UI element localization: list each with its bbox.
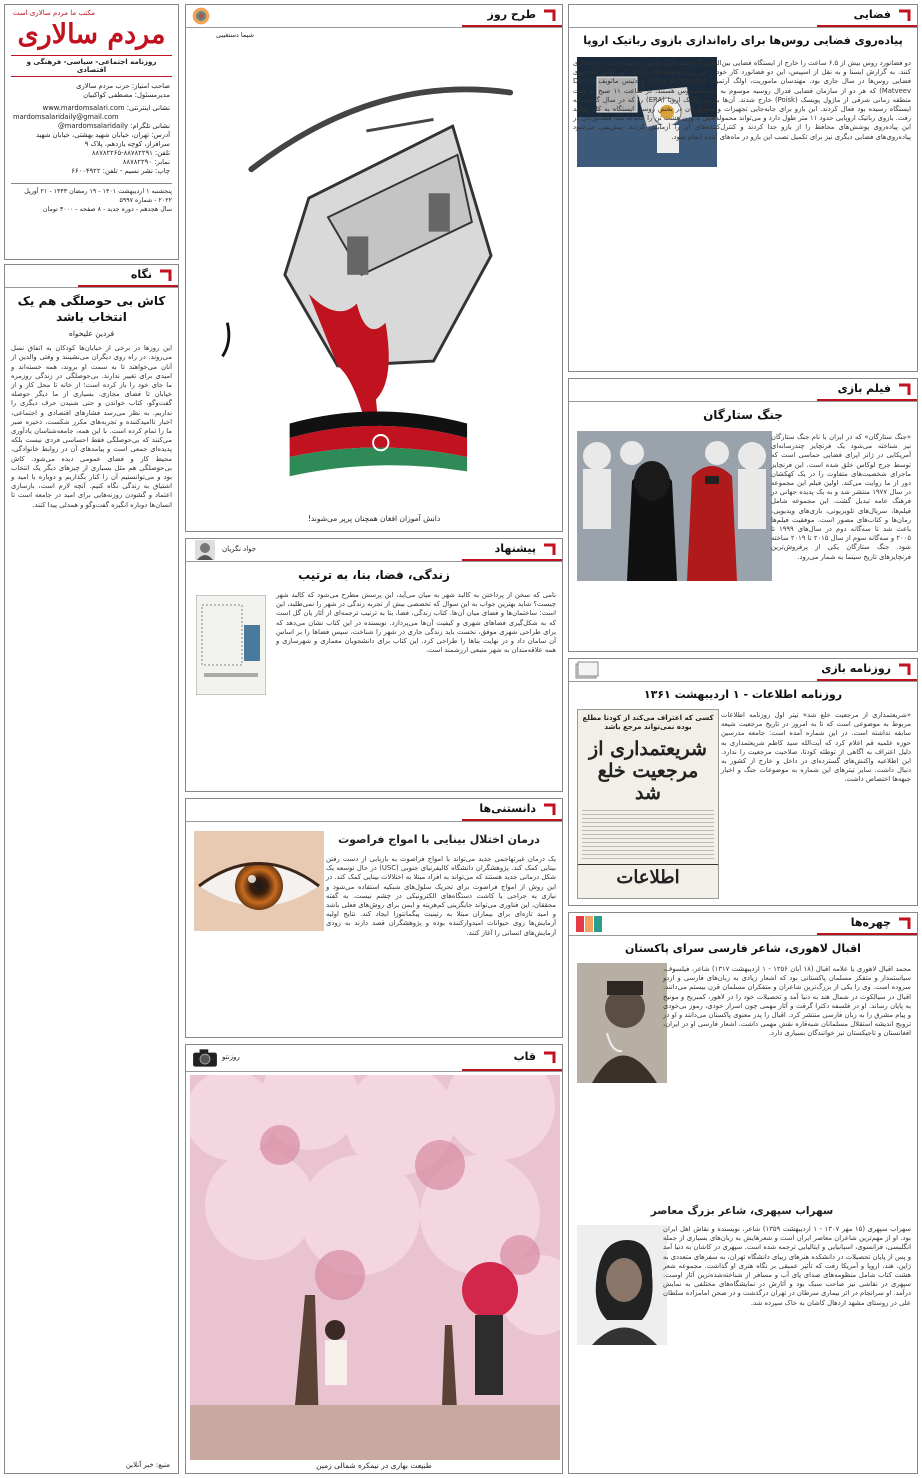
section-arrow-icon: [158, 268, 174, 284]
pishnahad-headline: زندگی، فضا، بنا، به ترتیب: [298, 568, 450, 582]
section-arrow-icon: [897, 662, 913, 678]
masthead-logo: مردم سالاری: [17, 19, 166, 50]
filmbazi-label: فیلم بازی: [837, 382, 891, 395]
roozname-header: [569, 659, 917, 682]
fazaie-headline: پیاده‌روی فضایی روس‌ها برای راه‌اندازی بازوی رباتیک اروپا: [583, 34, 903, 47]
section-arrow-icon: [542, 802, 558, 818]
masthead-slogan: مکتب ما مردم سالاری است: [13, 9, 95, 17]
ghab-header: [186, 1045, 562, 1072]
roozname-headline: روزنامه اطلاعات - ۱ اردیبهشت ۱۳۶۱: [643, 688, 843, 701]
pishnahad-author: جواد نگریان: [222, 545, 257, 553]
masthead-owner: صاحب امتیاز: حزب مردم سالاری: [76, 82, 170, 90]
chehreha-label: چهره‌ها: [850, 916, 891, 929]
chehreha-headline1: اقبال لاهوری، شاعر فارسی سرای پاکستان: [625, 942, 861, 955]
masthead-issue: سال هجدهم - دوره جدید - ۸ صفحه - ۳۰۰۰ تومان: [42, 206, 172, 213]
danestaniha-body: یک درمان غیرتهاجمی جدید می‌تواند با امواج فراصوت به بازیابی از دست رفتن بینایی کمک کند. پژوهشگران دانشگاه کالیفرنیای جنوبی (USC) در حال توسعه یک شکل درمانی جدید هستند که می‌تواند به افراد مبتلا به اختلالات بینایی کمک کند. در این روش از امواج فراصوت برای تحریک سلول‌های شبکیه استفاده می‌شود و نیازی به جراحی یا کاشت دستگاه‌های الکترونیکی در چشم نیست. به گفته محققان، این فناوری می‌تواند جایگزینی کم‌هزینه و ایمن برای روش‌های فعلی باشد و امید تازه‌ای برای بیماران مبتلا به رتینیت پیگمانتوزا ایجاد کند. نتایج اولیه آزمایش‌ها روی حیوانات امیدوارکننده بوده و پژوهشگران قصد دارند به زودی آزمایش‌های انسانی را آغاز کنند.: [326, 855, 556, 937]
star-wars-photo: [577, 431, 772, 581]
negah-section: [4, 264, 179, 1474]
ghab-credit: روزنتو: [222, 1053, 240, 1061]
clipping-main-headline: شریعتمداری از مرجعیت خلع شد: [589, 738, 707, 804]
book-cover: [196, 595, 266, 695]
section-arrow-icon: [542, 8, 558, 24]
masthead-subtitle: روزنامه اجتماعی- سیاسی- فرهنگی و اقتصادی: [11, 55, 172, 77]
chehreha-section: [568, 912, 918, 1474]
section-arrow-icon: [897, 916, 913, 932]
newspaper-stack-icon: [575, 661, 599, 679]
filmbazi-header: [569, 379, 917, 402]
negah-label: نگاه: [130, 268, 152, 281]
section-arrow-icon: [897, 382, 913, 398]
cartoon-artist: شیما دستغیبی: [216, 31, 254, 39]
clipping-logo: اطلاعات: [578, 864, 718, 888]
cherry-blossom-photo: [190, 1075, 560, 1460]
negah-header: [5, 265, 178, 288]
author-avatar: [194, 540, 216, 560]
pishnahad-body: نامی که سخن از پرداختن به کالبد شهر به میان می‌آید، این پرسش مطرح می‌شود که کالبد شهر چیست؟ شاید بهترین جواب به این سوال که تخصصی بیش از تجربه زندگی در شهر را نمی‌طلبد، این است: ساختمان‌ها و فضای میان آن‌ها. کتاب زندگی، فضا، بنا به ترتیب ترجمه‌ای از آثار یان گل است که به شکل‌گیری فضاهای شهری و کیفیت آن‌ها می‌پردازد. نویسنده در این کتاب نشان می‌دهد که برای طراحی شهری موفق، نخست باید زندگی جاری در شهر را شناخت، سپس فضاها را بر اساس آن سامان داد و در نهایت بناها را طراحی کرد. این کتاب برای دانشجویان معماری و شهرسازی و همه علاقه‌مندان به شهر منبعی ارزشمند است.: [276, 591, 556, 655]
danestaniha-label: دانستنی‌ها: [479, 802, 536, 815]
fazaie-header: [569, 5, 917, 28]
fazaie-body: دو فضانورد روس بیش از ۶.۵ ساعت را خارج از ایستگاه فضایی بین‌المللی گذراندند تا یک بازوی رباتیک جدید را راه‌اندازی کنند. به گزارش ایسنا و به نقل از اسپیس، این دو فضانورد کار خود را در روز دوشنبه آغاز کردند. این اولین پیاده‌روی فضایی روس‌ها در سال جاری بود. مهندسان ماموریت، اولگ آرتمیف (Oleg Artemyev) و دنیس ماتویف (Denis Matveev) که هر دو از سازمان فضایی فدرال روسیه موسوم به روسکاسموس هستند، در ساعت ۱۱ صبح به وقت منطقه زمانی شرقی از ماژول پویسک (Poisk) خارج شدند. آن‌ها بازوی رباتیک اروپا (ERA) را که در سال گذشته به ایستگاه رسیده بود فعال کردند. این بازو برای جابه‌جایی تجهیزات و فضانوردان در بخش روسی ایستگاه به کار خواهد رفت. بازوی رباتیک اروپایی حدود ۱۱ متر طول دارد و می‌تواند محموله‌هایی تا وزن هشت تن را جابه‌جا کند. فضانوردان در این پیاده‌روی پوشش‌های محافظ را از بازو جدا کردند و کنترل‌کننده‌های آن را آزمایش کردند. پیش‌بینی می‌شود پیاده‌روی‌های فضایی دیگری نیز برای تکمیل نصب این بازو در ماه‌های آینده انجام شود.: [573, 59, 912, 141]
masthead-director: مدیرمسئول: مصطفی کواکبیان: [83, 91, 170, 99]
cartoon-caption: دانش آموزان افغان همچنان پرپر می‌شوند!: [307, 514, 441, 523]
masthead-email: mardomsalaridaily@gmail.com: [13, 113, 119, 121]
cartoon-label: طرح روز: [487, 8, 536, 21]
ghab-section: [185, 1044, 563, 1474]
roozname-section: [568, 658, 918, 906]
masthead-telegram: نشانی تلگرام: mardomsalaridaily@: [57, 122, 170, 130]
filmbazi-headline: جنگ ستارگان: [703, 408, 783, 422]
fazaie-section: [568, 4, 918, 372]
roozname-body: «شریعتمداری از مرجعیت خلع شد» تیتر اول روزنامه اطلاعات مربوط به موضوعی است که تا به امروز در تاریخ مرجعیت شیعه سابقه نداشته است. در این شماره آمده است: جامعه مدرسین حوزه علمیه قم اعلام کرد که آیت‌الله سید کاظم شریعتمداری به دلیل اعتراف به آگاهی از توطئه کودتا، صلاحیت مرجعیت را ندارد. این اطلاعیه واکنش‌های گسترده‌ای در داخل و خارج از کشور به دنبال داشت. سایر تیترهای این شماره به موضوعات جنگ و اخبار جبهه‌ها اختصاص داشت.: [721, 711, 911, 784]
chehreha-body1: محمد اقبال لاهوری یا علامه اقبال (۱۸ آبان ۱۲۵۶ - ۱ اردیبهشت ۱۳۱۷) شاعر، فیلسوف، سیاستمدار و متفکر مسلمان پاکستانی بود که اشعار زیادی به زبان‌های فارسی و اردو سروده است. وی را یکی از بزرگ‌ترین شاعران و متفکران مسلمان قرن بیستم می‌دانند. اقبال در سیالکوت در شمال هند به دنیا آمد و تحصیلات خود را در لاهور، کمبریج و مونیخ به پایان رساند. او در فلسفه دکترا گرفت و آثار مهمی چون اسرار خودی، رموز بی‌خودی و پیام مشرق را به زبان فارسی منتشر کرد. اقبال را پدر معنوی پاکستان می‌دانند و او در ترویج اندیشه استقلال مسلمانان شبه‌قاره نقش مهمی داشت. اشعار فارسی او در ایران، افغانستان و تاجیکستان نیز خوانندگان بسیاری دارد.: [663, 965, 911, 1038]
chehreha-headline2: سهراب سپهری، شاعر بزرگ معاصر: [650, 1205, 834, 1217]
cartoon-header: [186, 5, 562, 28]
danestaniha-section: [185, 798, 563, 1038]
negah-headline: کاش بی حوصلگی هم یک انتخاب باشد: [17, 294, 166, 324]
pishnahad-section: [185, 538, 563, 792]
colorful-logo-icon: [190, 6, 212, 26]
negah-body: این روزها در برخی از خیابان‌ها کودکان به اتفاق نسل می‌روند. در راه روی دیگران می‌نشینند و وقتی والدین از آنان می‌خواهند تا به سمت او بروند، همه خسته‌اند و امیدی برای تغییر ندارند. بی‌حوصلگی در زندگی روزمره ما جای خود را باز کرده است؛ از خانه تا محل کار و از خیابان تا فضای مجازی. بسیاری از ما دیگر حوصله گفت‌وگو، کتاب خواندن و حتی شنیدن حرف دیگری را نداریم. به نظر می‌رسد فشارهای اقتصادی و اجتماعی، اخبار ناامیدکننده و تجربه‌های مکرر شکست، ذخیره صبر ما را تمام کرده است. با این همه، جامعه‌شناسان یادآوری می‌کنند که بی‌حوصلگی فقط احساسی فردی نیست بلکه پدیده‌ای جمعی است و پیامدهای آن در روابط خانوادگی، محیط کار و فضای عمومی دیده می‌شود. کاش بی‌حوصلگی هم مثل بسیاری از چیزهای دیگر یک انتخاب بود و می‌توانستیم آن را کنار بگذاریم و دوباره با امید و اشتیاق به زندگی نگاه کنیم. آنچه لازم است، بازسازی اعتماد و گشودن روزنه‌هایی برای امید در جامعه است تا انسان‌ها دوباره انگیزه گفت‌وگو و همدلی پیدا کنند.: [11, 344, 172, 509]
camera-icon: [192, 1048, 218, 1068]
masthead-date: پنجشنبه ۱ اردیبهشت ۱۴۰۱ - ۱۹ رمضان ۱۴۴۳ - ۲۱ آوریل ۲۰۲۲ - شماره ۵۹۹۷: [24, 188, 172, 204]
masthead-site: نشانی اینترنتی: www.mardomsalari.com: [42, 104, 170, 112]
chehreha-body2: سهراب سپهری (۱۵ مهر ۱۳۰۷ - ۱ اردیبهشت ۱۳۵۹) شاعر، نویسنده و نقاش اهل ایران بود. او از مهم‌ترین شاعران معاصر ایران است و شعرهایش به زبان‌های بسیاری از جمله انگلیسی، فرانسوی، اسپانیایی و ایتالیایی ترجمه شده است. سپهری در کاشان به دنیا آمد و پس از پایان تحصیلات در دانشکده هنرهای زیبای دانشگاه تهران، به سفرهای متعددی به ژاپن، هند، اروپا و آمریکا رفت که تأثیر عمیقی بر نگاه هنری او گذاشت. مجموعه شعر هشت کتاب شامل منظومه‌های صدای پای آب و مسافر از شناخته‌شده‌ترین آثار اوست. سپهری در نقاشی نیز صاحب سبک بود و آثارش در نمایشگاه‌های مختلفی به نمایش درآمد. او سرانجام در اثر بیماری سرطان در تهران درگذشت و در صحن امامزاده سلطان علی در روستای مشهد اردهال کاشان به خاک سپرده شد.: [663, 1225, 911, 1307]
filmbazi-section: [568, 378, 918, 652]
pishnahad-header: [186, 539, 562, 562]
danestaniha-headline: درمان اختلال بینایی با امواج فراصوت: [338, 833, 540, 846]
roozname-label: روزنامه بازی: [821, 662, 891, 675]
fazaie-label: فضایی: [853, 8, 891, 21]
masthead-print: چاپ: نشر نسیم - تلفن: ۶۶۰۰۴۹۲۲: [71, 167, 170, 175]
newspaper-clipping: [577, 709, 719, 899]
sepehri-portrait: [577, 1225, 667, 1345]
ghab-label: قاب: [513, 1050, 536, 1063]
masthead-phone: تلفن: ۸۸۷۸۲۲۹۱-۸۸۷۸۲۲۶۵: [91, 149, 170, 157]
danestaniha-header: [186, 799, 562, 822]
chehreha-header: [569, 913, 917, 936]
pishnahad-label: پیشنهاد: [494, 542, 536, 555]
ghab-caption: طبیعت بهاری در نیمکره شمالی زمین: [316, 1461, 432, 1470]
cartoon-drawing: [186, 35, 563, 505]
cartoon-section: [185, 4, 563, 532]
negah-author: فردین علیخواه: [68, 329, 115, 339]
masthead-fax: نمابر: ۸۸۷۸۲۲۹۰: [122, 158, 170, 166]
section-arrow-icon: [897, 8, 913, 24]
clipping-top-headline: کسی که اعتراف می‌کند از کودتا مطلع بوده نمی‌تواند مرجع باشد: [582, 714, 714, 731]
section-arrow-icon: [542, 1050, 558, 1066]
masthead-address: آدرس: تهران، خیابان شهید بهشتی، خیابان شهید سرافراز، کوچه یازدهم، پلاک ۹: [35, 131, 170, 148]
iqbal-portrait: [577, 963, 667, 1083]
section-arrow-icon: [542, 542, 558, 558]
eye-photo: [194, 831, 324, 931]
colorful-faces-icon: [575, 914, 605, 934]
masthead: [4, 4, 179, 260]
negah-footer: منبع: خبر آنلاین: [125, 1461, 170, 1469]
filmbazi-body: «جنگ ستارگان» که در ایران با نام جنگ ستارگان نیز شناخته می‌شود یک فرنچایز چندرسانه‌ای آمریکایی در ژانر اپرای فضایی حماسی است که توسط جرج لوکاس خلق شده است. این فرنچایز ماجرای شخصیت‌های متفاوت را در یک کهکشان دور از ما روایت می‌کند. اولین فیلم این مجموعه در سال ۱۹۷۷ منتشر شد و به یک پدیده جهانی در فرهنگ عامه تبدیل گشت. این مجموعه شامل فیلم‌ها، سریال‌های تلویزیونی، بازی‌های ویدیویی، رمان‌ها و کتاب‌های مصور است. موفقیت فیلم‌ها باعث شد تا سه‌گانه دوم در سال‌های ۱۹۹۹ تا ۲۰۰۵ و سه‌گانه سوم از سال ۲۰۱۵ تا ۲۰۱۹ ساخته شود. جنگ ستارگان یکی از پرفروش‌ترین فرنچایزهای تاریخ سینما به شمار می‌رود.: [771, 433, 912, 561]
